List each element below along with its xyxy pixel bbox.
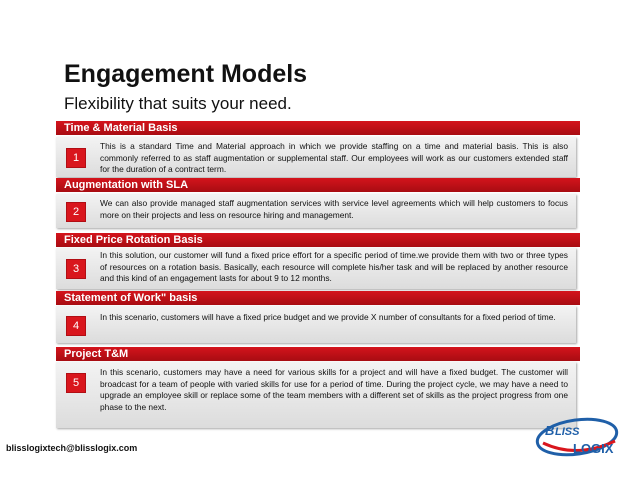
svg-text:LISS: LISS (555, 426, 580, 438)
model-card-2 (56, 194, 576, 228)
section-header-project-tm (56, 347, 580, 361)
logo-icon (533, 413, 629, 463)
section-heading: Augmentation with SLA (64, 179, 189, 191)
section-heading: Time & Material Basis (64, 122, 178, 134)
section-heading: Project T&M (64, 348, 129, 360)
model-number-badge: 4 (66, 316, 86, 336)
model-number-badge: 2 (66, 202, 86, 222)
page-title: Engagement Models (64, 60, 308, 88)
section-heading: Fixed Price Rotation Basis (64, 234, 203, 246)
model-description: This is a standard Time and Material approach in which we provide staffing on a time and material basis. This is also commonly referred to as staff augmentation or supplemental staff. Our employees will work as our customers extended staff for the duration of a contract term. (100, 141, 568, 174)
model-description: We can also provide managed staff augmentation services with service level agreements which will help customers to focus more on their projects and less on resource hiring and management. (100, 198, 568, 220)
bliss-logix-logo (533, 413, 629, 463)
model-card-1 (56, 137, 576, 177)
model-number-badge: 5 (66, 373, 86, 393)
model-description: In this scenario, customers may have a need for various skills for a project and will have a fixed budget. The customer will broadcast for a team of people with varied skills for use for a period of time. During the project cycle, we may have a need to upgrade an employee skill or replace some of the team members with a different set of skills as the project progress from one phase to the next. (100, 367, 568, 412)
section-header-augmentation-sla (56, 178, 580, 192)
svg-text:LOGIX: LOGIX (573, 441, 614, 456)
page-subtitle: Flexibility that suits your need. (64, 94, 292, 113)
svg-text:B: B (545, 423, 555, 438)
model-card-4 (56, 306, 576, 343)
footer-email: blisslogixtech@blisslogix.com (6, 443, 138, 453)
section-header-time-material (56, 121, 580, 135)
section-heading: Statement of Work" basis (64, 292, 198, 304)
model-number-badge: 3 (66, 259, 86, 279)
section-header-fixed-price-rotation (56, 233, 580, 247)
model-description: In this scenario, customers will have a fixed price budget and we provide X number of consultants for a fixed period of time. (100, 312, 556, 322)
model-description: In this solution, our customer will fund a fixed price effort for a specific period of time.we provide them with two or three types of resources on a rotation basis. Basically, each resource will complete his/her task and will be replaced by another resource and this kind of an engagement lasts for about 9 to 12 months. (100, 250, 568, 283)
model-card-3 (56, 248, 576, 289)
model-number-badge: 1 (66, 148, 86, 168)
model-card-5 (56, 362, 576, 428)
section-header-statement-of-work (56, 291, 580, 305)
